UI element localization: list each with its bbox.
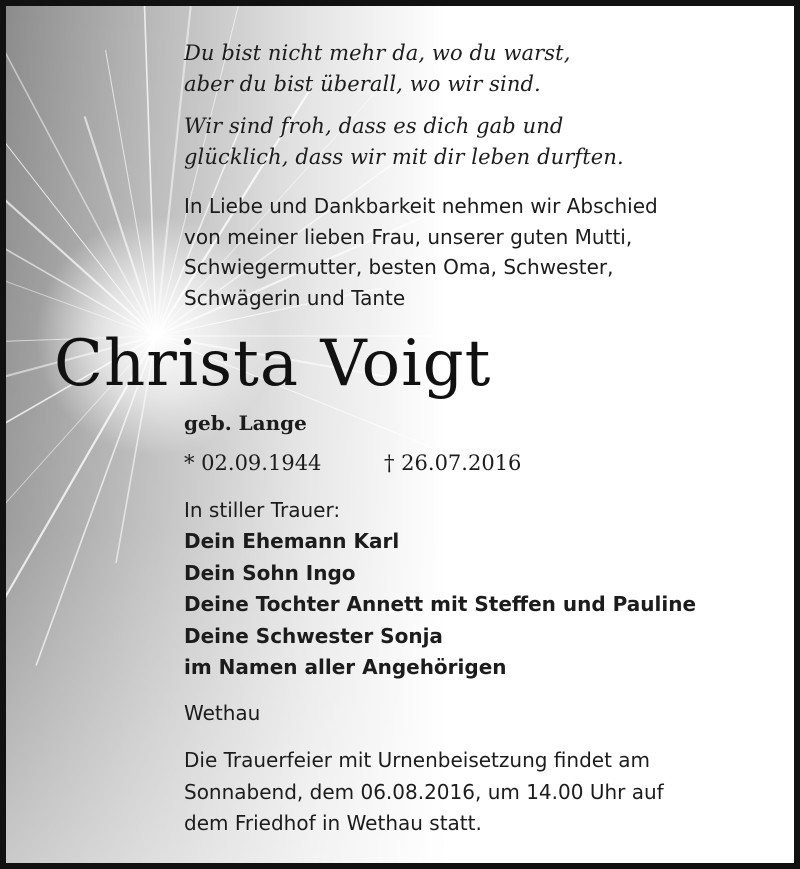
poem-line: Du bist nicht mehr da, wo du warst, — [184, 41, 571, 65]
intro-line: Schwiegermutter, besten Oma, Schwester, — [184, 255, 614, 279]
mourner: Dein Ehemann Karl — [184, 529, 400, 553]
notice-content — [6, 6, 800, 869]
poem-line: glücklich, dass wir mit dir leben durften. — [184, 145, 624, 169]
poem-stanza-1 — [184, 38, 570, 100]
mourner: Deine Schwester Sonja — [184, 623, 443, 648]
mourner: Deine Tochter Annett mit Steffen und Pauline — [184, 592, 697, 616]
funeral-line: Die Trauerfeier mit Urnenbeisetzung findet am — [184, 748, 651, 772]
funeral-info — [184, 745, 664, 840]
birth-name: geb. Lange — [184, 411, 307, 435]
farewell-intro — [184, 191, 658, 313]
mourners-list — [184, 526, 696, 684]
intro-line: von meiner lieben Frau, unserer guten Mutti, — [184, 224, 633, 249]
intro-line: In Liebe und Dankbarkeit nehmen wir Abschied — [184, 194, 658, 218]
life-dates — [184, 448, 521, 478]
birth-date: * 02.09.1944 — [184, 451, 322, 475]
place-name: Wethau — [184, 701, 261, 725]
intro-line: Schwägerin und Tante — [184, 285, 406, 310]
deceased-name: Christa Voigt — [54, 327, 492, 401]
mourner: im Namen aller Angehörigen — [184, 655, 507, 679]
mourning-label: In stiller Trauer: — [184, 498, 341, 522]
poem-line: aber du bist überall, wo wir sind. — [184, 72, 541, 96]
funeral-line: dem Friedhof in Wethau statt. — [184, 811, 482, 835]
mourner: Dein Sohn Ingo — [184, 560, 356, 585]
death-date: † 26.07.2016 — [384, 451, 522, 475]
poem-line: Wir sind froh, dass es dich gab und — [184, 114, 564, 138]
poem-stanza-2 — [184, 111, 624, 173]
funeral-line: Sonnabend, dem 06.08.2016, um 14.00 Uhr auf — [184, 779, 664, 804]
